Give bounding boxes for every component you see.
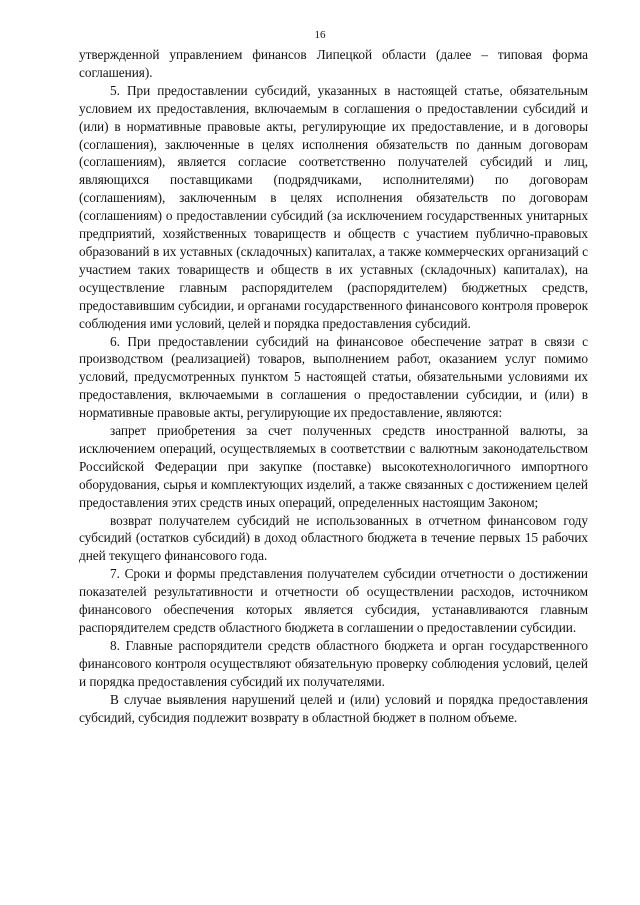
paragraph-clause-6: 6. При предоставлении субсидий на финансовое обеспечение затрат в связи с производством (реализацией) товаров, выполнением работ, оказанием услуг помимо условий, предусмотренных пунктом 5 настоящей статьи, обязательными условиями их предоставления, включаемыми в соглашения о предоставлении субсидии, и (или) в нормативные правовые акты, регулирующие их предоставление, являются: bbox=[79, 333, 588, 421]
paragraph-violation-refund: В случае выявления нарушений целей и (или) условий и порядка предоставления субсидий, субсидия подлежит возврату в областной бюджет в полном объеме. bbox=[79, 691, 588, 725]
paragraph-clause-8: 8. Главные распорядители средств областного бюджета и орган государственного финансового контроля осуществляют обязательную проверку соблюдения условий, целей и порядка предоставления субсидий их получателями. bbox=[79, 637, 588, 689]
page-number: 16 bbox=[314, 29, 326, 41]
paragraph-subsidy-return: возврат получателем субсидий не использованных в отчетном финансовом году субсидий (остатков субсидий) в доход областного бюджета в течение первых 15 рабочих дней текущего финансового года. bbox=[79, 512, 588, 564]
paragraph-continuation: утвержденной управлением финансов Липецкой области (далее – типовая форма соглашения). bbox=[79, 47, 588, 80]
paragraph-clause-7: 7. Сроки и формы представления получателем субсидии отчетности о достижении показателей результативности и отчетности об осуществлении расходов, источником финансового обеспечения которых является субсидия, устанавливаются главным распорядителем средств областного бюджета в соглашении о предоставлении субсидии. bbox=[79, 566, 588, 635]
paragraph-clause-5: 5. При предоставлении субсидий, указанных в настоящей статье, обязательным условием их предоставления, включаемым в соглашения о предоставлении субсидий и (или) в нормативные правовые акты, регулирующие их предоставление, и в договоры (соглашения), заключенные в целях исполнения обязательств по данным договорам (соглашениям), является согласие соответственно получателей субсидий и лиц, являющихся поставщиками (подрядчиками, исполнителями) по договорам (соглашениям), заключенным в целях исполнения обязательств по договорам (соглашениям) о предоставлении субсидий (за исключением государственных унитарных предприятий, хозяйственных товариществ и обществ с участием публично-правовых образований в их уставных (складочных) капиталах, а также коммерческих организаций с участием таких товариществ и обществ в их уставных (складочных) капиталах), на осуществление главным распорядителем (распорядителем) бюджетных средств, предоставившим субсидии, и органами государственного финансового контроля проверок соблюдения ими условий, целей и порядка предоставления субсидий. bbox=[79, 82, 588, 331]
document-body bbox=[79, 46, 588, 726]
paragraph-currency-ban: запрет приобретения за счет полученных средств иностранной валюты, за исключением операций, осуществляемых в соответствии с валютным законодательством Российской Федерации при закупке (поставке) высокотехнологичного импортного оборудования, сырья и комплектующих изделий, а также связанных с достижением целей предоставления этих средств иных операций, определенных настоящим Законом; bbox=[79, 423, 588, 510]
